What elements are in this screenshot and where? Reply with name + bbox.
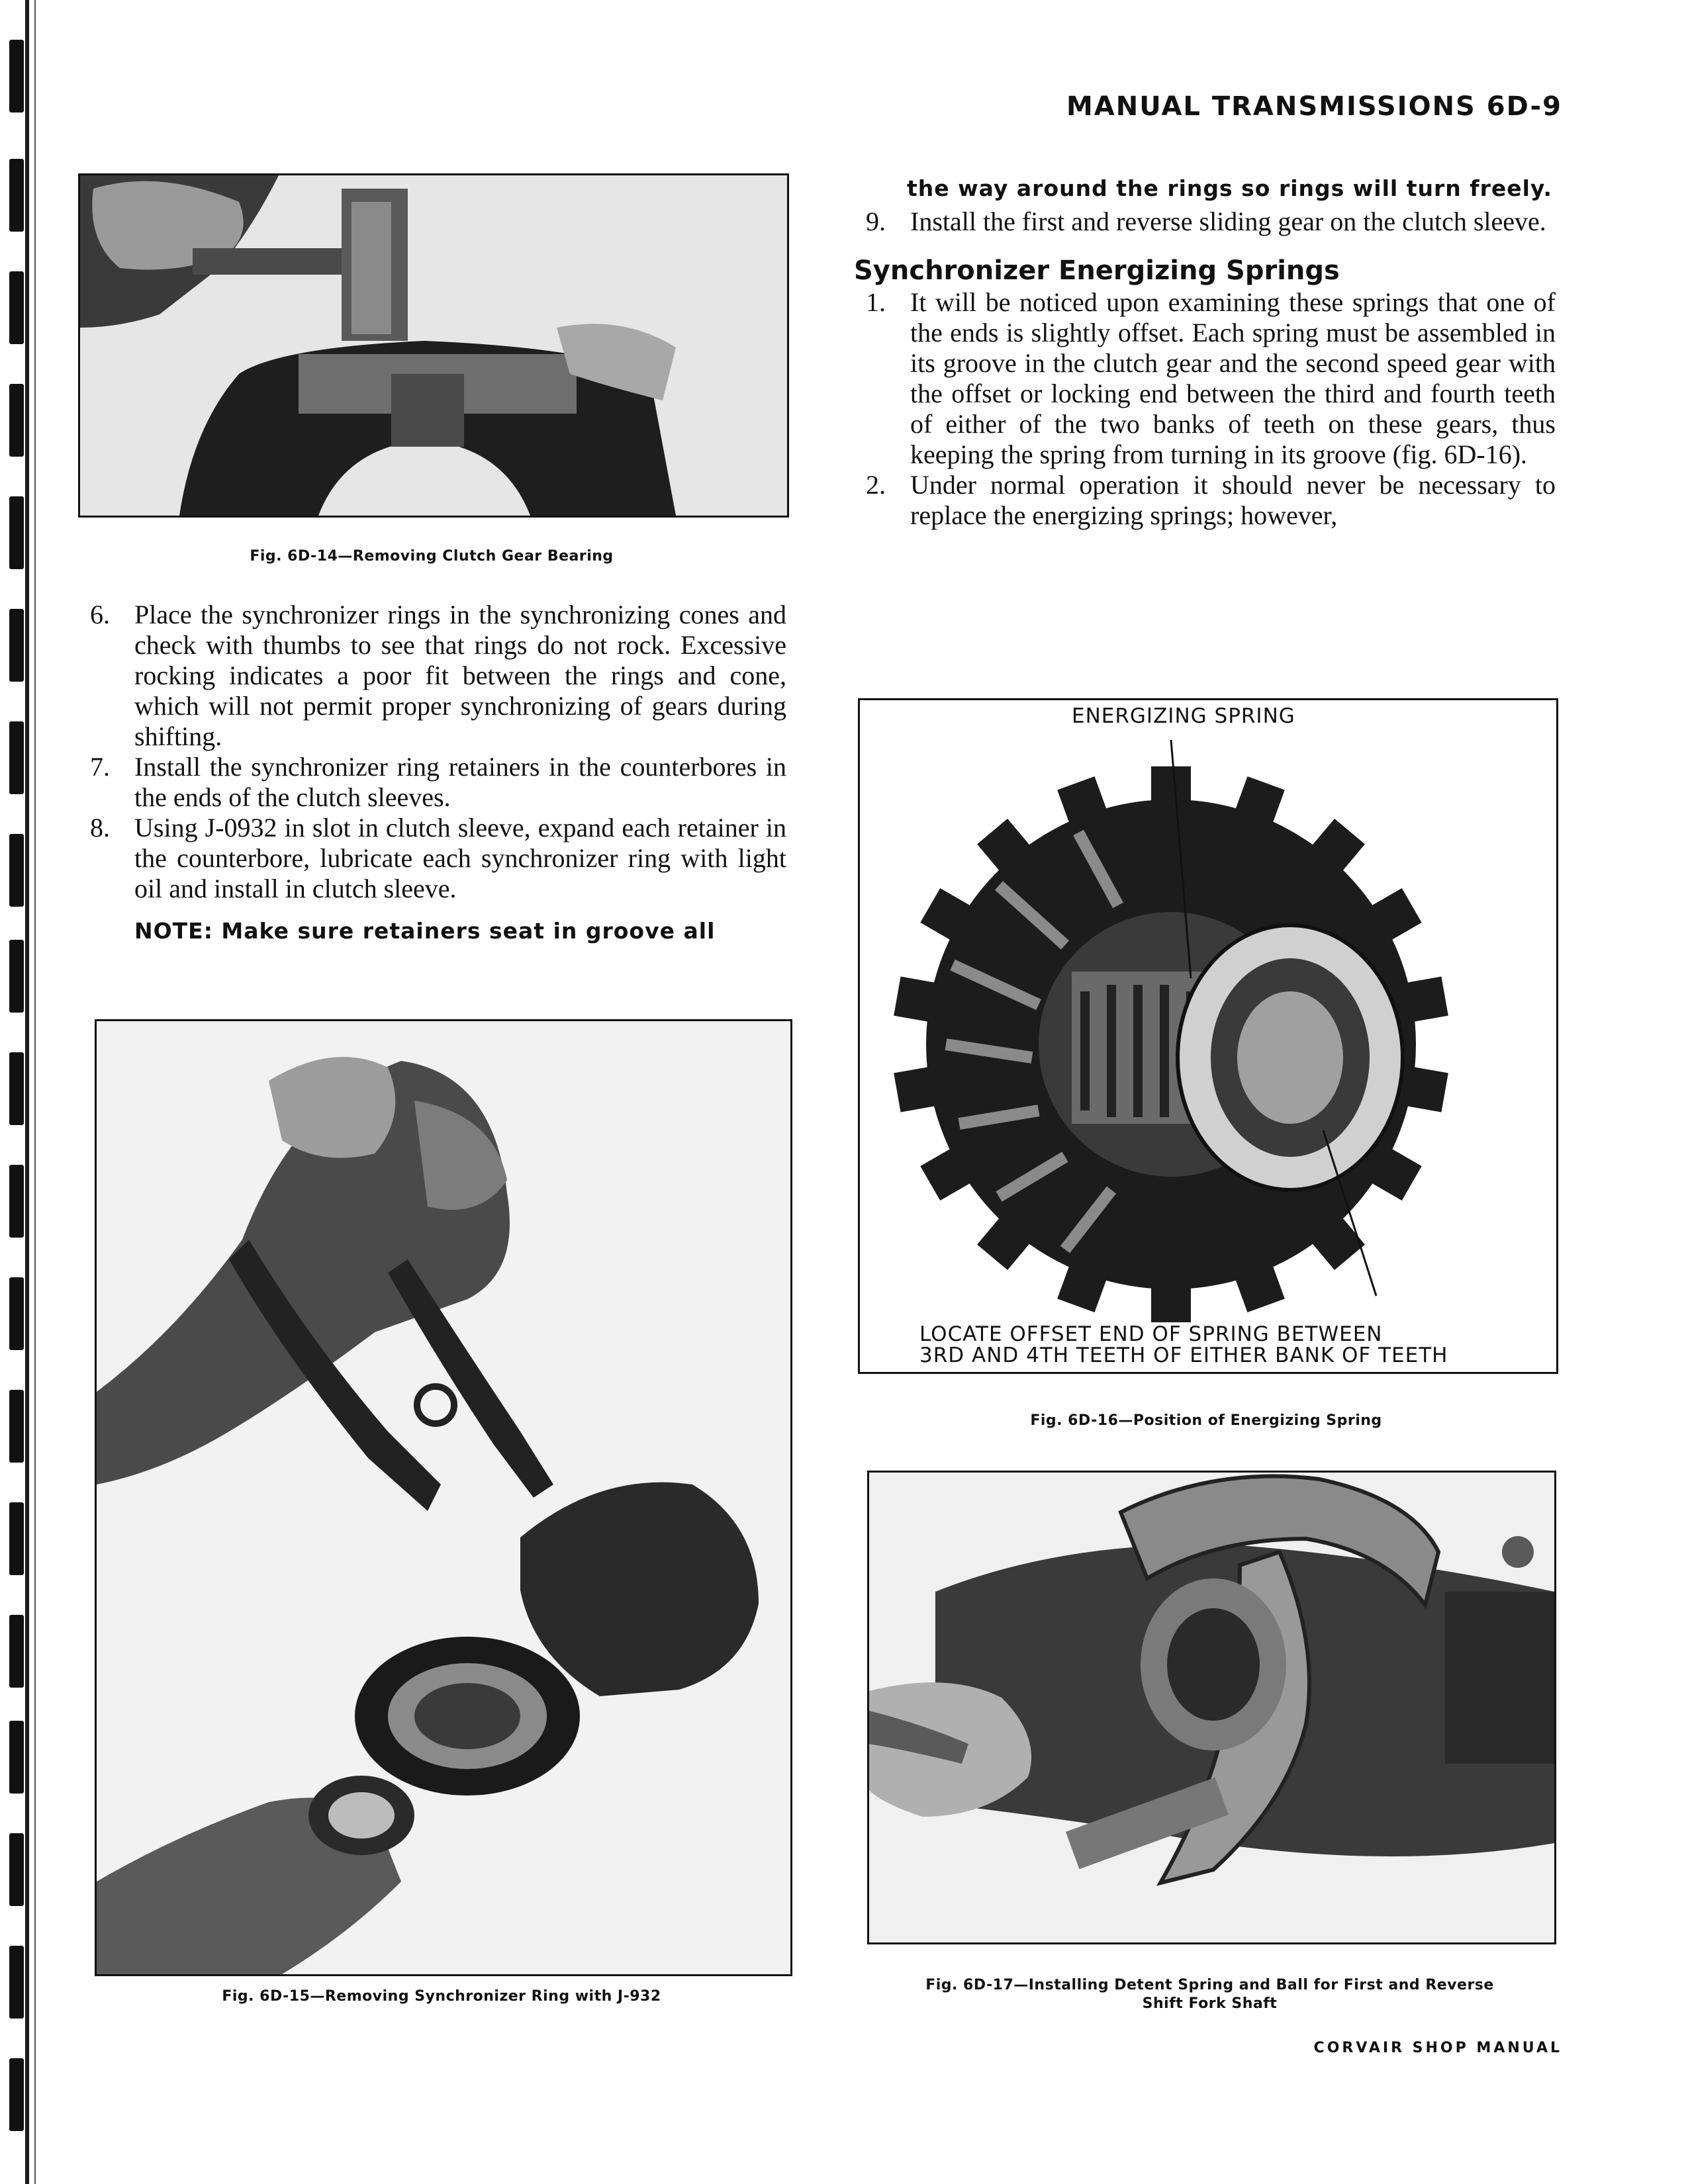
detent-spring-photo (869, 1473, 1554, 1942)
note-continued: the way around the rings so rings will turn freely. (907, 175, 1552, 201)
figure-caption: Fig. 6D-15—Removing Synchronizer Ring with J-932 (222, 1988, 661, 2005)
page-footer: CORVAIR SHOP MANUAL (1313, 2040, 1562, 2056)
figure-caption: Fig. 6D-14—Removing Clutch Gear Bearing (250, 548, 614, 565)
step-text: Install the synchronizer ring retainers in the counterbores in the ends of the clutch sleeves. (134, 752, 786, 812)
locate-offset-line-2: 3RD AND 4TH TEETH OF EITHER BANK OF TEETH (919, 1343, 1448, 1367)
step-number: 7. (90, 752, 110, 782)
figure-6d-14 (78, 173, 789, 518)
step-text: Place the synchronizer rings in the synchronizing cones and check with thumbs to see that rings do not rock. Excessive rocking indicates a poor fit between the rings and cone, which will not permit proper synchronizing of gears during shifting. (134, 600, 786, 751)
section-heading: Synchronizer Energizing Springs (854, 255, 1340, 286)
binding-hole (9, 159, 24, 232)
step-number: 8. (90, 813, 110, 842)
energizing-spring-label: ENERGIZING SPRING (1072, 704, 1295, 728)
step-text: Install the first and reverse sliding gear on the clutch sleeve. (910, 206, 1546, 236)
figure-caption-line-2: Shift Fork Shaft (1142, 1995, 1278, 2012)
step-number: 6. (90, 600, 110, 629)
page-header: MANUAL TRANSMISSIONS 6D-9 (1066, 91, 1562, 122)
step-7 (78, 752, 786, 813)
figure-caption: Fig. 6D-16—Position of Energizing Spring (1030, 1412, 1382, 1429)
step-number: 2. (866, 470, 886, 500)
binding-hole (9, 1721, 24, 1794)
binding-hole (9, 1946, 24, 2019)
note-text: NOTE: Make sure retainers seat in groove all (134, 918, 716, 944)
step-text: Under normal operation it should never be necessary to replace the energizing springs; however, (910, 470, 1556, 530)
left-column (78, 600, 786, 946)
binding-hole (9, 271, 24, 344)
step-9 (854, 206, 1556, 237)
step-number: 1. (866, 287, 886, 317)
binding-hole (9, 1615, 24, 1688)
step-2 (854, 470, 1556, 531)
binding-hole (9, 1165, 24, 1238)
step-text: It will be noticed upon examining these springs that one of the ends is slightly offset. Each spring must be assembled in its groove in the clutch gear and the second speed gear with the offset or locking end between the third and fourth teeth of either of the two banks of teeth on these gears, thus keeping the spring from turning in its groove (fig. 6D-16). (910, 287, 1556, 469)
binding-hole (9, 1833, 24, 1906)
binding-hole (9, 496, 24, 569)
binding-hole (9, 1277, 24, 1350)
binding-hole (9, 940, 24, 1013)
binding-hole (9, 40, 24, 113)
clutch-gear-bearing-photo (80, 175, 787, 516)
figure-caption (867, 1976, 1552, 2013)
step-1 (854, 287, 1556, 470)
figure-caption-line-1: Fig. 6D-17—Installing Detent Spring and Ball for First and Reverse (925, 1977, 1494, 1993)
right-column (854, 173, 1556, 531)
binding-rule (25, 0, 29, 2184)
binding-hole (9, 609, 24, 682)
locate-offset-line-1: LOCATE OFFSET END OF SPRING BETWEEN (919, 1322, 1383, 1346)
binding-rule-thin (34, 0, 36, 2184)
figure-6d-16 (858, 698, 1558, 1374)
binding-hole (9, 721, 24, 794)
binding-edge (0, 0, 60, 2184)
binding-hole (9, 1052, 24, 1125)
binding-hole (9, 1390, 24, 1463)
figure-6d-17 (867, 1471, 1556, 1944)
step-8 (78, 813, 786, 904)
step-text: Using J-0932 in slot in clutch sleeve, expand each retainer in the counterbore, lubricate each synchronizer ring with light oil and install in clutch sleeve. (134, 813, 786, 903)
figure-6d-15 (95, 1019, 792, 1976)
binding-hole (9, 384, 24, 457)
binding-hole (9, 2058, 24, 2131)
energizing-spring-gear-photo (860, 700, 1556, 1372)
step-number: 9. (866, 206, 886, 236)
synchronizer-ring-photo (97, 1021, 790, 1974)
binding-hole (9, 1502, 24, 1575)
binding-hole (9, 834, 24, 907)
locate-offset-label (919, 1324, 1448, 1366)
step-6 (78, 600, 786, 752)
